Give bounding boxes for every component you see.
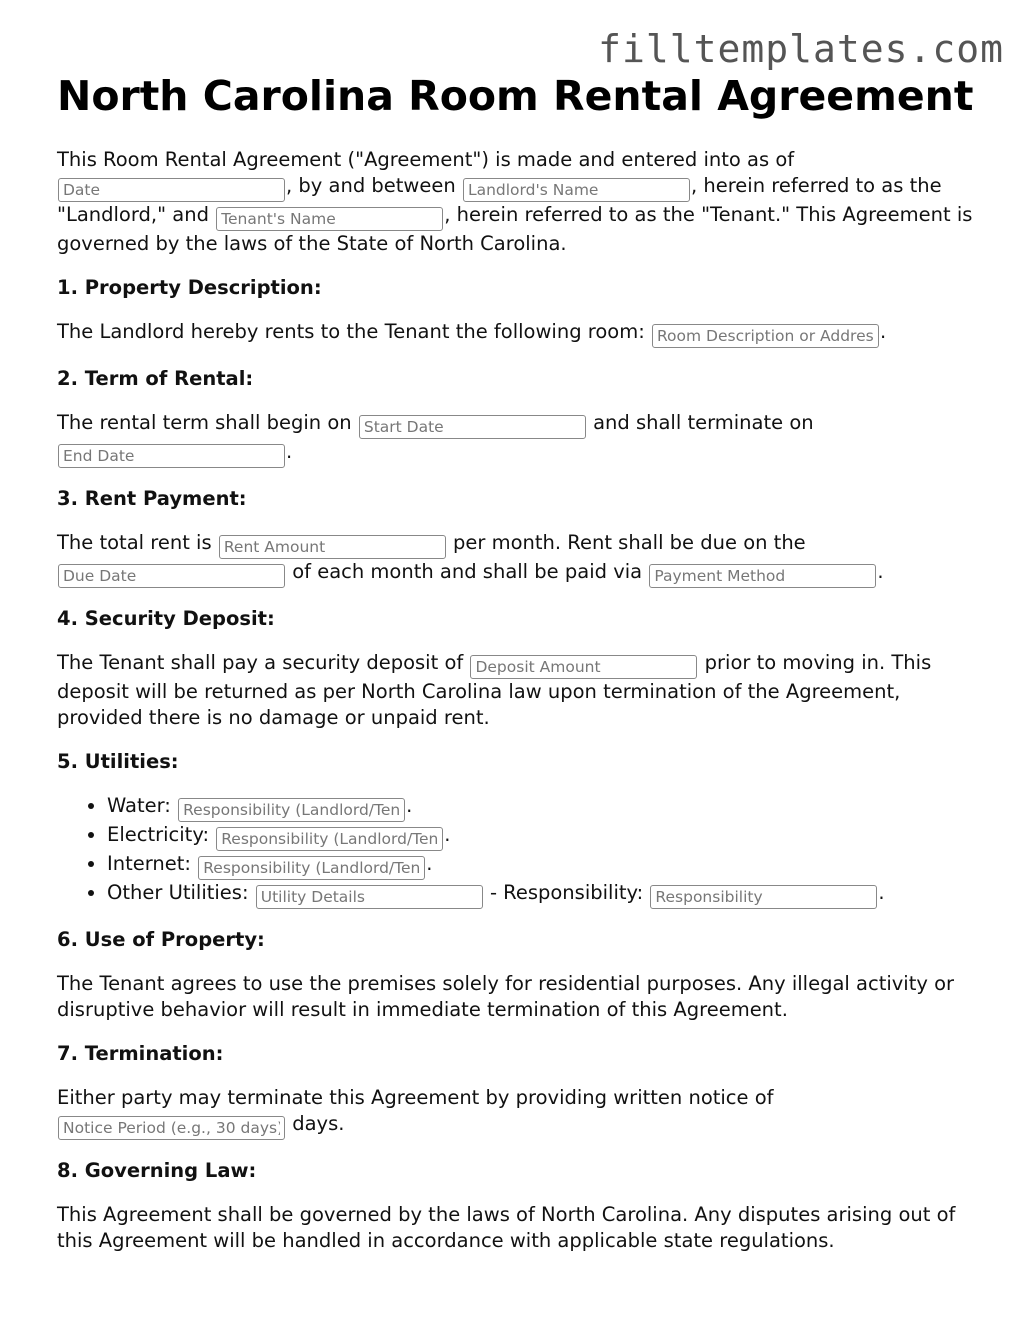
intro-text: , herein referred to as the "Landlord," and: [57, 174, 942, 226]
list-item: [107, 822, 982, 851]
utility-details-field[interactable]: [256, 885, 483, 909]
section-heading-use: 6. Use of Property:: [57, 928, 265, 951]
term-text: .: [286, 440, 293, 463]
rent-text: .: [877, 560, 884, 583]
list-item: [107, 793, 982, 822]
intro-paragraph: [57, 147, 982, 257]
other-responsibility-field[interactable]: [650, 885, 877, 909]
rent-text: The total rent is: [57, 531, 212, 554]
section-heading-termination: 7. Termination:: [57, 1042, 224, 1065]
use-paragraph: The Tenant agrees to use the premises solely for residential purposes. Any illegal activity or disruptive behavior will result in immediate termination of this Agreement.: [57, 972, 955, 1021]
water-label: Water:: [107, 794, 171, 817]
property-paragraph: [57, 319, 982, 348]
period: .: [426, 852, 433, 875]
termination-paragraph: [57, 1085, 982, 1140]
watermark: filltemplates.com: [598, 27, 1004, 71]
payment-method-field[interactable]: [649, 564, 876, 588]
room-description-field[interactable]: [652, 324, 879, 348]
property-text: The Landlord hereby rents to the Tenant the following room:: [57, 320, 645, 343]
section-heading-deposit: 4. Security Deposit:: [57, 607, 275, 630]
section-heading-law: 8. Governing Law:: [57, 1159, 257, 1182]
water-responsibility-field[interactable]: [178, 798, 405, 822]
deposit-text: prior to moving in. This deposit will be returned as per North Carolina law upon termination of the Agreement, provided there is no damage or unpaid rent.: [57, 651, 932, 729]
list-item: [107, 851, 982, 880]
term-text: The rental term shall begin on: [57, 411, 352, 434]
responsibility-label: - Responsibility:: [489, 881, 644, 904]
term-text: and shall terminate on: [593, 411, 814, 434]
list-item: [107, 880, 982, 909]
period: .: [444, 823, 451, 846]
period: .: [406, 794, 413, 817]
due-date-field[interactable]: [58, 564, 285, 588]
section-heading-rent: 3. Rent Payment:: [57, 487, 247, 510]
other-utilities-label: Other Utilities:: [107, 881, 249, 904]
period: .: [878, 881, 885, 904]
termination-text: days.: [292, 1112, 345, 1135]
law-paragraph: This Agreement shall be governed by the laws of North Carolina. Any disputes arising out of this Agreement will be handled in accordance with applicable state regulations.: [57, 1203, 956, 1252]
section-heading-property: 1. Property Description:: [57, 276, 322, 299]
intro-text: This Room Rental Agreement ("Agreement") is made and entered into as of: [57, 148, 795, 171]
deposit-amount-field[interactable]: [470, 655, 697, 679]
intro-text: , by and between: [286, 174, 456, 197]
deposit-paragraph: [57, 650, 982, 731]
page-title: North Carolina Room Rental Agreement: [57, 72, 974, 120]
property-text: .: [879, 320, 887, 343]
rent-text: of each month and shall be paid via: [292, 560, 643, 583]
start-date-field[interactable]: [359, 415, 586, 439]
date-field[interactable]: [58, 178, 285, 202]
internet-label: Internet:: [107, 852, 191, 875]
landlord-name-field[interactable]: [463, 178, 690, 202]
term-paragraph: [57, 410, 982, 468]
end-date-field[interactable]: [58, 444, 285, 468]
internet-responsibility-field[interactable]: [198, 856, 425, 880]
section-heading-utilities: 5. Utilities:: [57, 750, 179, 773]
electricity-responsibility-field[interactable]: [216, 827, 443, 851]
rent-paragraph: [57, 530, 982, 588]
notice-period-field[interactable]: [58, 1116, 285, 1140]
section-heading-term: 2. Term of Rental:: [57, 367, 254, 390]
agreement-body: [57, 147, 982, 1272]
deposit-text: The Tenant shall pay a security deposit of: [57, 651, 464, 674]
rent-amount-field[interactable]: [219, 535, 446, 559]
utilities-list: [57, 793, 982, 909]
tenant-name-field[interactable]: [216, 207, 443, 231]
intro-text: , herein referred to as the "Tenant." This Agreement is governed by the laws of the State of North Carolina.: [57, 203, 973, 255]
rent-text: per month. Rent shall be due on the: [453, 531, 806, 554]
termination-text: Either party may terminate this Agreement by providing written notice of: [57, 1086, 774, 1109]
electricity-label: Electricity:: [107, 823, 210, 846]
